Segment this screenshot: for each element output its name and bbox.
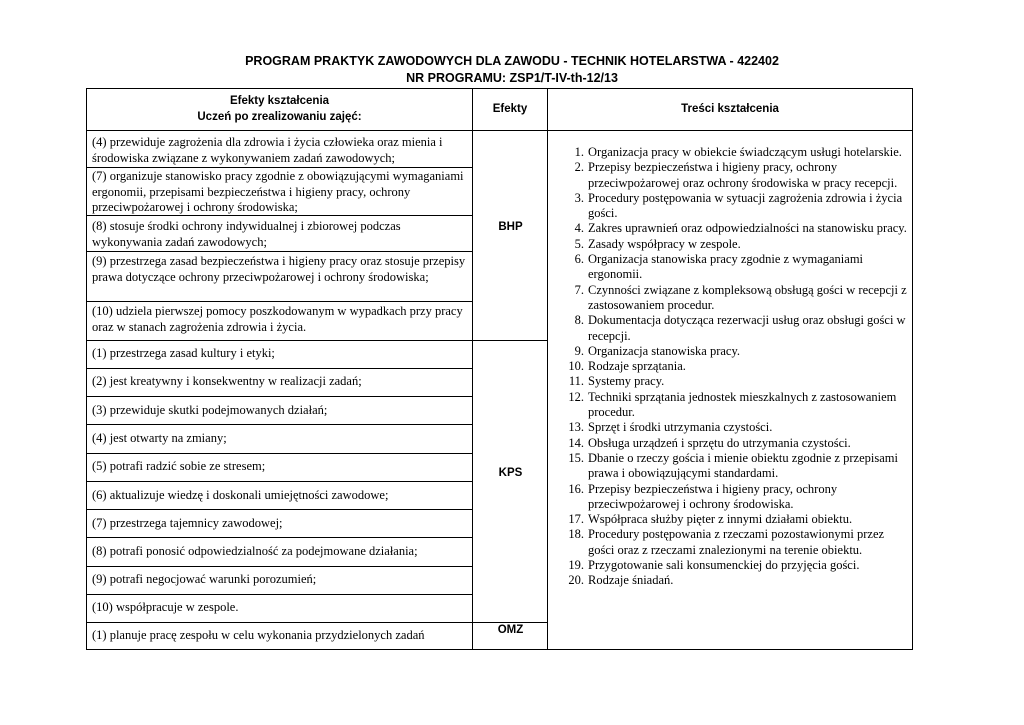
row-divider [86, 424, 472, 425]
tresci-item-number: 12. [568, 389, 584, 404]
kps-effect-row: (7) przestrzega tajemnicy zawodowej; [92, 516, 283, 530]
tresci-list-item [552, 374, 910, 389]
tresci-item-text: Zakres uprawnień oraz odpowiedzialności na stanowisku pracy. [588, 221, 907, 236]
row-divider [86, 594, 472, 595]
tresci-item-text: Procedury postępowania z rzeczami pozostawionymi przez gości oraz z rzeczami znalezionymi na terenie obiektu. [588, 527, 885, 557]
tresci-item-number: 16. [568, 481, 584, 496]
tresci-item-number: 18. [568, 527, 584, 542]
tresci-list-item [552, 191, 910, 222]
tresci-item-text: Dbanie o rzeczy gościa i mienie obiektu zgodnie z przepisami prawa i obowiązującymi standardami. [588, 450, 898, 481]
efekt-label-kps: KPS [498, 467, 523, 479]
bhp-effect-row: (4) przewiduje zagrożenia dla zdrowia i życia człowieka oraz mienia i środowiska związane z wykonywaniem zadań zawodowych; [92, 135, 443, 165]
bhp-effect-row: (7) organizuje stanowisko pracy zgodnie z obowiązującymi wymaganiami ergonomii, przepisami bezpieczeństwa i higieny pracy, ochrony przeciwpożarowej i ochrony środowiska; [92, 169, 464, 214]
row-divider [86, 396, 472, 397]
tresci-item-number: 19. [568, 558, 584, 573]
header-efekty: Efekty [492, 103, 528, 115]
tresci-item-number: 7. [574, 282, 584, 297]
tresci-item-text: Organizacja stanowiska pracy zgodnie z wymaganiami ergonomii. [588, 252, 864, 282]
tresci-item-number: 15. [568, 450, 584, 465]
tresci-item-number: 9. [574, 343, 584, 358]
kps-effect-row: (10) współpracuje w zespole. [92, 600, 239, 614]
bhp-effect-row: (9) przestrzega zasad bezpieczeństwa i higieny pracy oraz stosuje przepisy prawa dotyczące ochrony przeciwpożarowej i ochrony środowiska; [92, 254, 466, 284]
kps-effect-row: (3) przewiduje skutki podejmowanych działań; [92, 403, 328, 417]
tresci-list-item [552, 252, 910, 283]
tresci-item-number: 11. [568, 374, 584, 389]
tresci-item-text: Przepisy bezpieczeństwa i higieny pracy, ochrony przeciwpożarowej oraz ochrony środowiska w pracy recepcji. [588, 160, 898, 190]
tresci-item-text: Obsługa urządzeń i sprzętu do utrzymania czystości. [588, 435, 851, 450]
tresci-item-text: Dokumentacja dotycząca rezerwacji usług oraz obsługi gości w recepcji. [588, 313, 906, 343]
tresci-item-text: Sprzęt i środki utrzymania czystości. [588, 420, 773, 435]
header-efekty-ksztalcenia [87, 93, 472, 125]
header-col1-subtitle: Uczeń po zrealizowaniu zajęć: [197, 111, 362, 123]
row-divider [86, 453, 472, 454]
tresci-ksztalcenia-list [552, 145, 910, 589]
tresci-item-number: 1. [574, 145, 584, 159]
tresci-list-item [552, 313, 910, 344]
tresci-item-text: Rodzaje sprzątania. [588, 359, 686, 374]
column-divider-2 [547, 88, 548, 649]
tresci-list-item [552, 344, 910, 359]
tresci-item-number: 3. [574, 190, 584, 205]
tresci-list-item [552, 237, 910, 252]
tresci-list-item [552, 420, 910, 435]
row-divider [86, 622, 547, 623]
tresci-list-item [552, 283, 910, 314]
row-divider [86, 301, 472, 302]
tresci-item-text: Organizacja pracy w obiekcie świadczącym usługi hotelarskie. [588, 145, 902, 159]
program-number: NR PROGRAMU: ZSP1/T-IV-th-12/13 [406, 71, 618, 85]
tresci-item-number: 6. [574, 252, 584, 267]
tresci-list-item [552, 512, 910, 527]
tresci-list-item [552, 160, 910, 191]
tresci-item-text: Przepisy bezpieczeństwa i higieny pracy, ochrony przeciwpożarowej i ochrony środowiska. [588, 481, 838, 511]
tresci-item-text: Techniki sprzątania jednostek mieszkalnych z zastosowaniem procedur. [588, 389, 897, 420]
row-divider [86, 368, 472, 369]
tresci-list-item [552, 436, 910, 451]
tresci-item-text: Systemy pracy. [588, 374, 665, 389]
tresci-item-number: 14. [568, 435, 584, 450]
tresci-item-number: 4. [574, 221, 584, 236]
row-divider [86, 537, 472, 538]
row-divider [86, 251, 472, 252]
kps-effect-row: (8) potrafi ponosić odpowiedzialność za podejmowane działania; [92, 544, 418, 558]
row-divider [86, 167, 472, 168]
kps-effect-row: (1) przestrzega zasad kultury i etyki; [92, 346, 275, 360]
tresci-item-number: 2. [574, 160, 584, 175]
tresci-item-text: Przygotowanie sali konsumenckiej do przyjęcia gości. [588, 558, 860, 573]
tresci-item-number: 10. [568, 359, 584, 374]
kps-effect-row: (9) potrafi negocjować warunki porozumień; [92, 572, 317, 586]
tresci-list-item [552, 527, 910, 558]
tresci-item-text: Współpraca służby pięter z innymi działami obiektu. [588, 512, 853, 527]
header-tresci-ksztalcenia: Treści kształcenia [681, 103, 779, 115]
tresci-item-text: Procedury postępowania w sytuacji zagrożenia zdrowia i życia gości. [588, 190, 903, 221]
tresci-list-item [552, 482, 910, 513]
tresci-item-text: Czynności związane z kompleksową obsługą gości w recepcji z zastosowaniem procedur. [588, 282, 907, 312]
kps-effect-row: (4) jest otwarty na zmiany; [92, 431, 227, 445]
tresci-list-item [552, 390, 910, 421]
tresci-list-item [552, 451, 910, 482]
tresci-item-number: 17. [568, 512, 584, 527]
bhp-effect-row: (10) udziela pierwszej pomocy poszkodowanym w wypadkach przy pracy oraz w stanach zagrożenia zdrowia i życia. [92, 304, 463, 334]
efekt-label-bhp: BHP [498, 221, 523, 233]
header-divider [86, 130, 913, 131]
tresci-item-number: 5. [574, 236, 584, 251]
row-divider [86, 566, 472, 567]
tresci-item-number: 20. [568, 573, 584, 588]
tresci-item-text: Zasady współpracy w zespole. [588, 236, 741, 251]
row-divider [86, 481, 472, 482]
tresci-list-item [552, 359, 910, 374]
row-divider [86, 509, 472, 510]
bhp-effect-row: (8) stosuje środki ochrony indywidualnej i zbiorowej podczas wykonywania zadań zawodowych; [92, 219, 401, 249]
tresci-item-text: Organizacja stanowiska pracy. [588, 343, 741, 358]
tresci-list-item [552, 558, 910, 573]
row-divider [86, 340, 547, 341]
tresci-list-item [552, 221, 910, 236]
efekt-label-omz: OMZ [497, 624, 524, 636]
kps-effect-row: (5) potrafi radzić sobie ze stresem; [92, 459, 266, 473]
kps-effect-row: (2) jest kreatywny i konsekwentny w realizacji zadań; [92, 374, 362, 388]
tresci-list-item [552, 145, 910, 160]
omz-effect-row: (1) planuje pracę zespołu w celu wykonania przydzielonych zadań [92, 628, 425, 642]
tresci-item-text: Rodzaje śniadań. [588, 573, 674, 588]
document-title: PROGRAM PRAKTYK ZAWODOWYCH DLA ZAWODU - TECHNIK HOTELARSTWA - 422402 [245, 54, 779, 68]
tresci-list-item [552, 573, 910, 588]
tresci-item-number: 13. [568, 420, 584, 435]
header-col1-title: Efekty kształcenia [229, 95, 330, 107]
column-divider-1 [472, 88, 473, 649]
kps-effect-row: (6) aktualizuje wiedzę i doskonali umiejętności zawodowe; [92, 488, 389, 502]
tresci-item-number: 8. [574, 313, 584, 328]
